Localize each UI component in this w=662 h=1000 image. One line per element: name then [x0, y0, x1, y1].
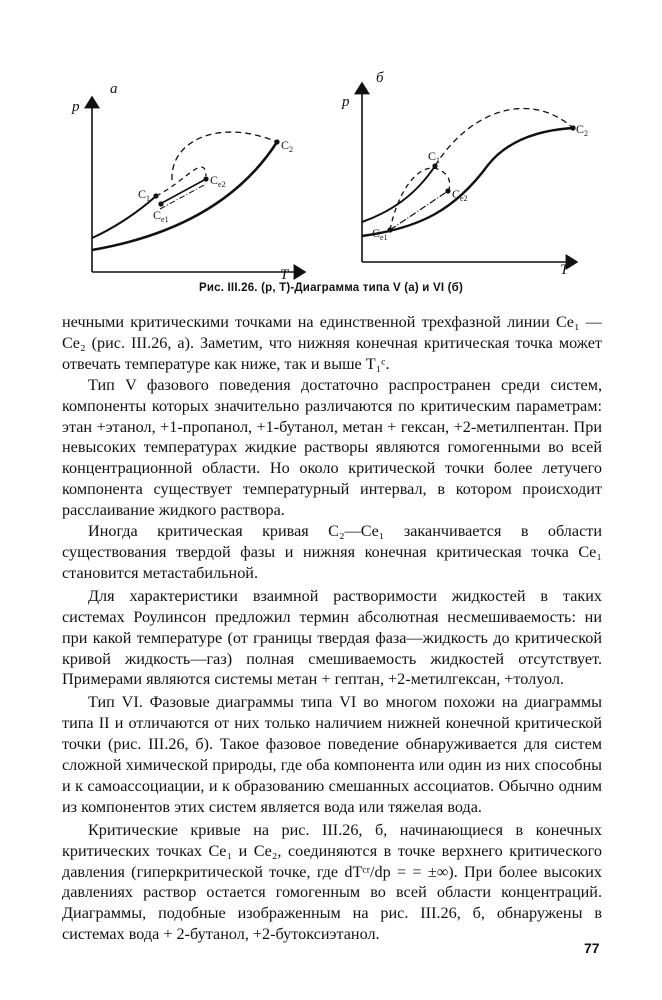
paragraph-2: Тип V фазового поведения достаточно распространен среди систем, компоненты которых значительно различаются по критическим параметрам: этан +этанол, +1-пропанол, +1-бутанол, метан + гексан, +2-метилпентан. При невысоких температурах жидкие растворы являются гомогенными во всей концентрационной области. Но около критической точки более летучего компонента существует температурный интервал, в котором происходит расслаивание жидкого раствора.	[62, 375, 602, 520]
label-c2-a: $C_2$	[281, 138, 294, 154]
paragraph-3: Иногда критическая кривая C₂—Ce₁ заканчивается в области существования твердой фазы и нижняя конечная критическая точка Ce₁ становится метастабильной.	[62, 522, 602, 582]
phase-diagrams	[0, 0, 662, 300]
panel-b	[341, 70, 588, 278]
p-label-a: p	[72, 99, 80, 115]
panel-label-a: а	[110, 81, 118, 97]
critical-curve-dashed-b	[435, 108, 573, 166]
dash-dot-a	[160, 184, 206, 209]
point-ce2-b	[445, 188, 450, 193]
paragraph-1: нечными критическими точками на единственной трехфазной линии Ce₁ — Ce₂ (рис. III.26, а). Заметим, что нижняя конечная критическая точка может отвечать температуре как ниже, так и выше T₁ᶜ.	[62, 313, 602, 373]
point-c1-a	[153, 193, 158, 198]
body-text	[62, 312, 602, 945]
point-c2-b	[570, 125, 575, 130]
panel-label-b: б	[376, 70, 384, 86]
paragraph-6: Критические кривые на рис. III.26, б, начинающиеся в конечных критических точках Ce₁ и Ce₂, соединяются в точке верхнего критического давления (гиперкритической точке, где dTᶜʳ/dp = = ±∞). При более высоких давлениях раствор остается гомогенным во всей области концентраций. Диаграммы, подобные изображенным на рис. III.26, б, обнаружены в системах вода + 2-бутанол, +2-бутоксиэтанол.	[62, 820, 602, 944]
t-label-b: T	[560, 262, 569, 278]
figure-iii-26	[0, 0, 662, 300]
point-ce1-a	[158, 201, 163, 206]
page-number: 77	[584, 940, 600, 956]
point-c2-a	[274, 139, 279, 144]
vapor-curve-lower-b	[362, 128, 573, 236]
label-c2-b: $C_2$	[576, 122, 589, 138]
point-ce2-a	[203, 176, 208, 181]
p-label-b: p	[342, 94, 350, 110]
label-c1-a: $C_1$	[138, 187, 151, 203]
point-ce1-b	[387, 227, 392, 232]
label-ce1-b: $C_{e1}$	[372, 226, 388, 242]
t-label-a: T	[280, 267, 289, 283]
vapor-curve-upper-b	[362, 166, 435, 222]
three-phase-line-a	[160, 179, 206, 204]
label-ce2-a: $C_{e2}$	[210, 173, 226, 189]
paragraph-4: Для характеристики взаимной растворимости жидкостей в таких системах Роулинсон предложил термин абсолютная несмешиваемость: ни при какой температуре (от границы твердая фаза—жидкость до критической кривой жидкость—газ) полная смешиваемость жидкостей отсутствует. Примерами являются системы метан + гептан, +2-метилгексан, +толуол.	[62, 586, 602, 689]
panel-a	[71, 81, 300, 283]
label-ce2-b: $C_{e2}$	[452, 187, 468, 203]
critical-curve-dashed-a2	[172, 132, 277, 180]
label-c1-b: $C_1$	[428, 149, 441, 165]
label-ce1-a: $C_{e1}$	[153, 208, 169, 224]
figure-caption: Рис. III.26. (p, T)-Диаграмма типа V (а) и VI (б)	[199, 282, 463, 294]
paragraph-5: Тип VI. Фазовые диаграммы типа VI во многом похожи на диаграммы типа II и отличаются от них только наличием нижней конечной критической точки (рис. III.26, б). Такое фазовое поведение обнаруживается для систем сложной химической природы, где оба компонента или один из них способны и к самоассоциации, и к образованию смешанных ассоциатов. Обычно одним из компонентов этих систем является вода или тяжелая вода.	[62, 693, 602, 816]
critical-curve-dashed-a	[156, 167, 206, 196]
